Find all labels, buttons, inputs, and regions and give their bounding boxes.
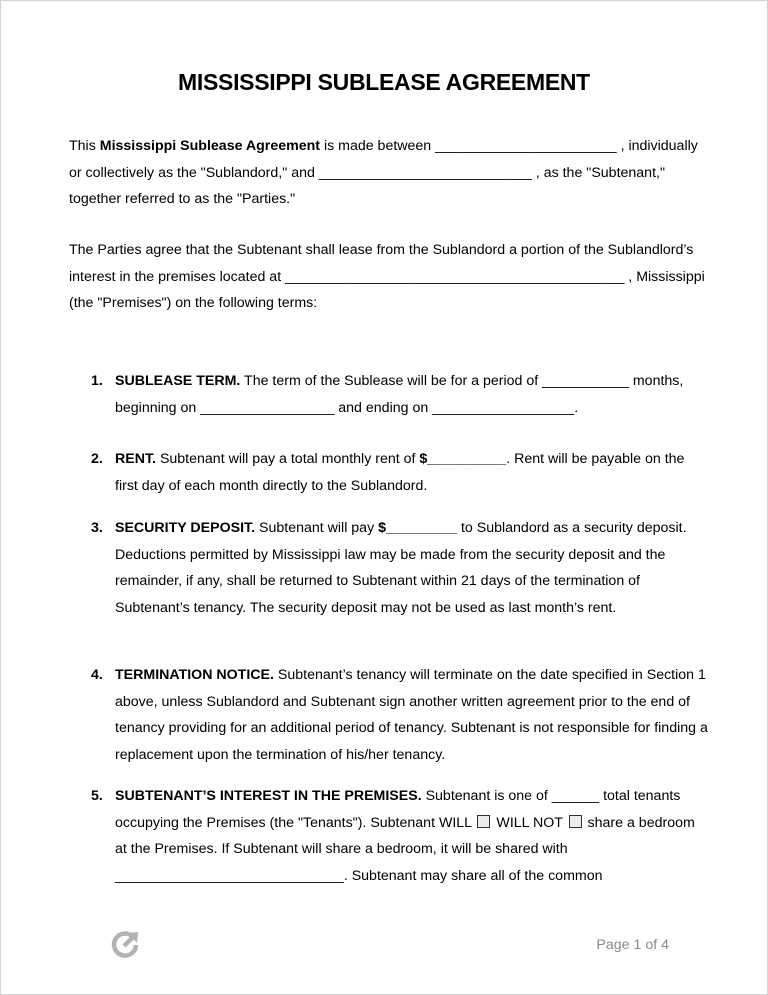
section-text: The term of the Sublease will be for a period of ___________ months, beginning on _________________ and ending on __________________. (115, 373, 684, 416)
section-security-deposit (69, 515, 709, 621)
section-text: . Rent will be payable on the first day of each month directly to the Sublandord. (115, 451, 685, 494)
section-number: 2. (91, 451, 103, 467)
section-heading: SECURITY DEPOSIT. (115, 520, 256, 536)
section-number: 3. (91, 520, 103, 536)
section-number: 5. (91, 788, 103, 804)
rent-amount-blank: $__________ (419, 451, 507, 467)
section-text: Subtenant will pay (255, 520, 379, 536)
section-number: 4. (91, 667, 103, 683)
intro-text-start: This (69, 138, 100, 154)
agreement-name: Mississippi Sublease Agreement (99, 138, 320, 154)
section-heading: SUBLEASE TERM. (115, 373, 241, 389)
section-heading: SUBTENANT’S INTEREST IN THE PREMISES. (115, 788, 422, 804)
intro-text-rest: is made between _______________________ , individually or collectively as the "Sublandord," and ___________________________ , as the "Subtenant," together referred to as the "Parties." (69, 138, 698, 207)
section-text: Subtenant will pay a total monthly rent of (156, 451, 420, 467)
section-text: Subtenant is one of ______ total tenants occupying the Premises (the "Tenants"). Subtenant WILL (115, 788, 681, 831)
section-text: to Sublandord as a security deposit. Deductions permitted by Mississippi law may be made from the security deposit and the remainder, if any, shall be returned to Subtenant within 21 days of the termination of Subtenant’s tenancy. The security deposit may not be used as last month’s rent. (115, 520, 687, 616)
section-text: share a bedroom at the Premises. If Subtenant will share a bedroom, it will be shared with _____________________________. Subtenant may share all of the common (115, 814, 695, 884)
esign-arrow-logo-icon (111, 929, 141, 959)
section-sublease-term (69, 368, 709, 421)
section-text: Subtenant’s tenancy will terminate on the date specified in Section 1 above, unless Sublandord and Subtenant sign another written agreement prior to the end of tenancy providing for an additional period of tenancy. Subtenant is not responsible for finding a replacement upon the termination of his/her tenancy. (115, 667, 708, 763)
will-share-checkbox[interactable] (477, 815, 490, 828)
page-number: Page 1 of 4 (596, 937, 669, 953)
section-subtenant-interest (69, 783, 709, 889)
section-text: WILL NOT (492, 814, 567, 831)
intro-paragraph (69, 133, 709, 213)
will-not-share-checkbox[interactable] (569, 815, 582, 828)
section-rent (69, 446, 709, 499)
section-number: 1. (91, 373, 103, 389)
section-termination-notice (69, 662, 709, 768)
section-heading: TERMINATION NOTICE. (115, 667, 274, 683)
premises-paragraph: The Parties agree that the Subtenant shall lease from the Sublandord a portion of the Sublandlord’s interest in the premises located at ___________________________________________ , Mississippi (the "Premises") on the following terms: (69, 242, 705, 311)
document-title: MISSISSIPPI SUBLEASE AGREEMENT (178, 69, 590, 95)
deposit-amount-blank: $_________ (378, 520, 458, 536)
section-heading: RENT. (115, 451, 156, 467)
